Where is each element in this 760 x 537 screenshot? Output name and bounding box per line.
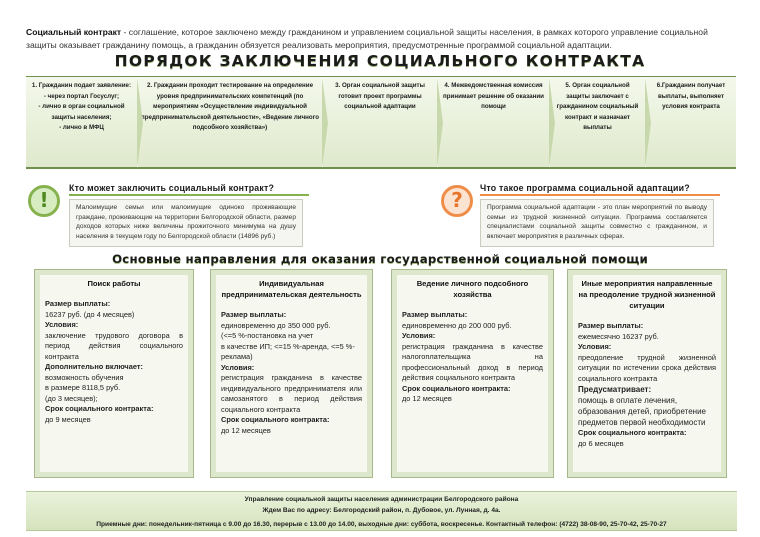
term-value: до 12 месяцев (402, 394, 452, 403)
step-1 (26, 77, 138, 167)
direction-title: Иные мероприятия направленные на преодоление трудной жизненной ситуации (578, 279, 716, 310)
term-value: до 6 месяцев (578, 438, 624, 448)
directions-title: Основные направления для оказания государственной социальной помощи (112, 252, 648, 266)
term-label: Срок социального контракта: (578, 428, 687, 437)
conditions-value: преодоление трудной жизненной ситуации по истечении срока действия социального контракта (578, 352, 716, 383)
direction-title: Поиск работы (87, 279, 141, 288)
intro-text: - соглашение, которое заключено между гражданином и управлением социальной защиты населения, в рамках которого управление социальной защиты оказывает гражданину помощь, а гражданин обязуется реализовать мероприятия, предусмотренные программой социальной адаптации. (26, 27, 708, 50)
term-label: Срок социального контракта: (402, 383, 511, 393)
step-3-text: 3. Орган социальной защиты готовит проект программы социальной адаптации (335, 82, 425, 111)
pay-value: ежемесячно 16237 руб. (578, 331, 659, 341)
conditions-label: Условия: (578, 342, 612, 351)
intro-paragraph (26, 26, 738, 52)
chevron-right-icon (137, 77, 143, 169)
term-label: Срок социального контракта: (45, 404, 154, 413)
steps-row (26, 76, 736, 169)
pay-label: Размер выплаты: (221, 310, 287, 319)
pay-value: 16237 руб. (до 4 месяцев) (45, 309, 135, 319)
step-6-text: 6.Гражданин получает выплаты, выполняет условия контракта (656, 82, 726, 111)
direction-card-entrepreneurship (210, 269, 373, 478)
pay-label: Размер выплаты: (45, 299, 111, 308)
step-4-text: 4. Межведомственная комиссия принимает решение об оказании помощи (443, 82, 544, 111)
conditions-value: заключение трудового договора в период действия социального контракта (45, 330, 183, 361)
conditions-label: Условия: (221, 362, 255, 372)
extra-label: Предусматривает: (578, 385, 652, 394)
direction-title: Индивидуальная предпринимательская деятельность (221, 279, 362, 299)
step-2-text: 2. Гражданин проходит тестирование на определение уровня предпринимательских компетенций (по мероприятиям «Осуществление индивидуальной предпринимательской деятельности», «Ведение личного подсобного хозяйства») (141, 82, 319, 132)
pay-label: Размер выплаты: (402, 310, 468, 319)
footer-org: Управление социальной защиты населения администрации Белгородского района (244, 496, 519, 503)
extra-value: помощь в оплате лечения, образования детей, приобретение предметов первой необходимости (578, 396, 706, 427)
chevron-right-icon (437, 77, 443, 169)
step-5-text: 5. Орган социальной защиты заключает с гражданином социальный контракт и назначает выплаты (556, 82, 639, 132)
page-title: ПОРЯДОК ЗАКЛЮЧЕНИЯ СОЦИАЛЬНОГО КОНТРАКТА (114, 52, 646, 70)
who-text: Малоимущие семьи или малоимущие одиноко проживающие граждане, проживающие на территории Белгородской области, размер доходов которых ниже величины прожиточного минимума на душу населения в текущем году по Белгородской области (14896 руб.) (69, 199, 303, 247)
direction-card-job-search (34, 269, 194, 478)
footer-address: Ждем Вас по адресу: Белгородский район, п. Дубовое, ул. Лунная, д. 4а. (262, 507, 501, 514)
what-divider (480, 194, 720, 196)
pay-label: Размер выплаты: (578, 321, 644, 330)
term-label: Срок социального контракта: (221, 415, 330, 424)
step-3 (323, 77, 438, 167)
extra-label: Дополнительно включает: (45, 362, 143, 371)
what-text: Программа социальной адаптации - это план мероприятий по выводу семьи из трудной жизненной ситуации. Программа составляется специалистами социальной защиты совместно с гражданином, и включает мероприятия в различных сферах. (480, 199, 714, 247)
term-value: до 9 месяцев (45, 414, 91, 424)
question-icon (441, 185, 473, 217)
pay-value: единовременно до 350 000 руб. (<=5 %-постановка на учет в качестве ИП; <=15 %-аренда, <=5 %-реклама) (221, 320, 355, 361)
step-5 (550, 77, 646, 167)
extra-value: возможность обучения в размере 8118,5 руб. (до 3 месяцев); (45, 372, 124, 403)
pay-value: единовременно до 200 000 руб. (402, 320, 512, 330)
what-heading: Что такое программа социальной адаптации? (480, 183, 690, 193)
conditions-value: регистрация гражданина в качестве индивидуального предпринимателя или самозанятого в период действия социального контракта (221, 373, 362, 414)
chevron-right-icon (549, 77, 555, 169)
who-heading: Кто может заключить социальный контракт? (69, 183, 275, 193)
term-value: до 12 месяцев (221, 425, 271, 435)
direction-title: Ведение личного подсобного хозяйства (416, 279, 529, 299)
footer-contacts (26, 491, 737, 531)
who-divider (69, 194, 309, 196)
footer-hours: Приемные дни: понедельник-пятница с 9.00 до 16.30, перерыв с 13.00 до 14.00, выходные дни: суббота, воскресенье. Контактный телефон: (4722) 38-08-90, 25-70-42, 25-70-27 (96, 521, 667, 528)
step-2 (138, 77, 323, 167)
direction-card-subsidiary-farming (391, 269, 554, 478)
conditions-label: Условия: (45, 320, 79, 329)
chevron-right-icon (322, 77, 328, 169)
chevron-right-icon (645, 77, 651, 169)
step-6 (646, 77, 736, 167)
conditions-label: Условия: (402, 331, 436, 340)
conditions-value: регистрация гражданина в качестве налогоплательщика на профессиональный доход в период действия социального контракта (402, 341, 543, 382)
step-4 (438, 77, 550, 167)
step-1-text: 1. Гражданин подает заявление: - через портал Госуслуг; - лично в орган социальной защиты населения; - лично в МФЦ (31, 82, 132, 132)
exclamation-icon (28, 185, 60, 217)
intro-term: Социальный контракт (26, 27, 122, 37)
direction-card-other-measures (567, 269, 727, 478)
